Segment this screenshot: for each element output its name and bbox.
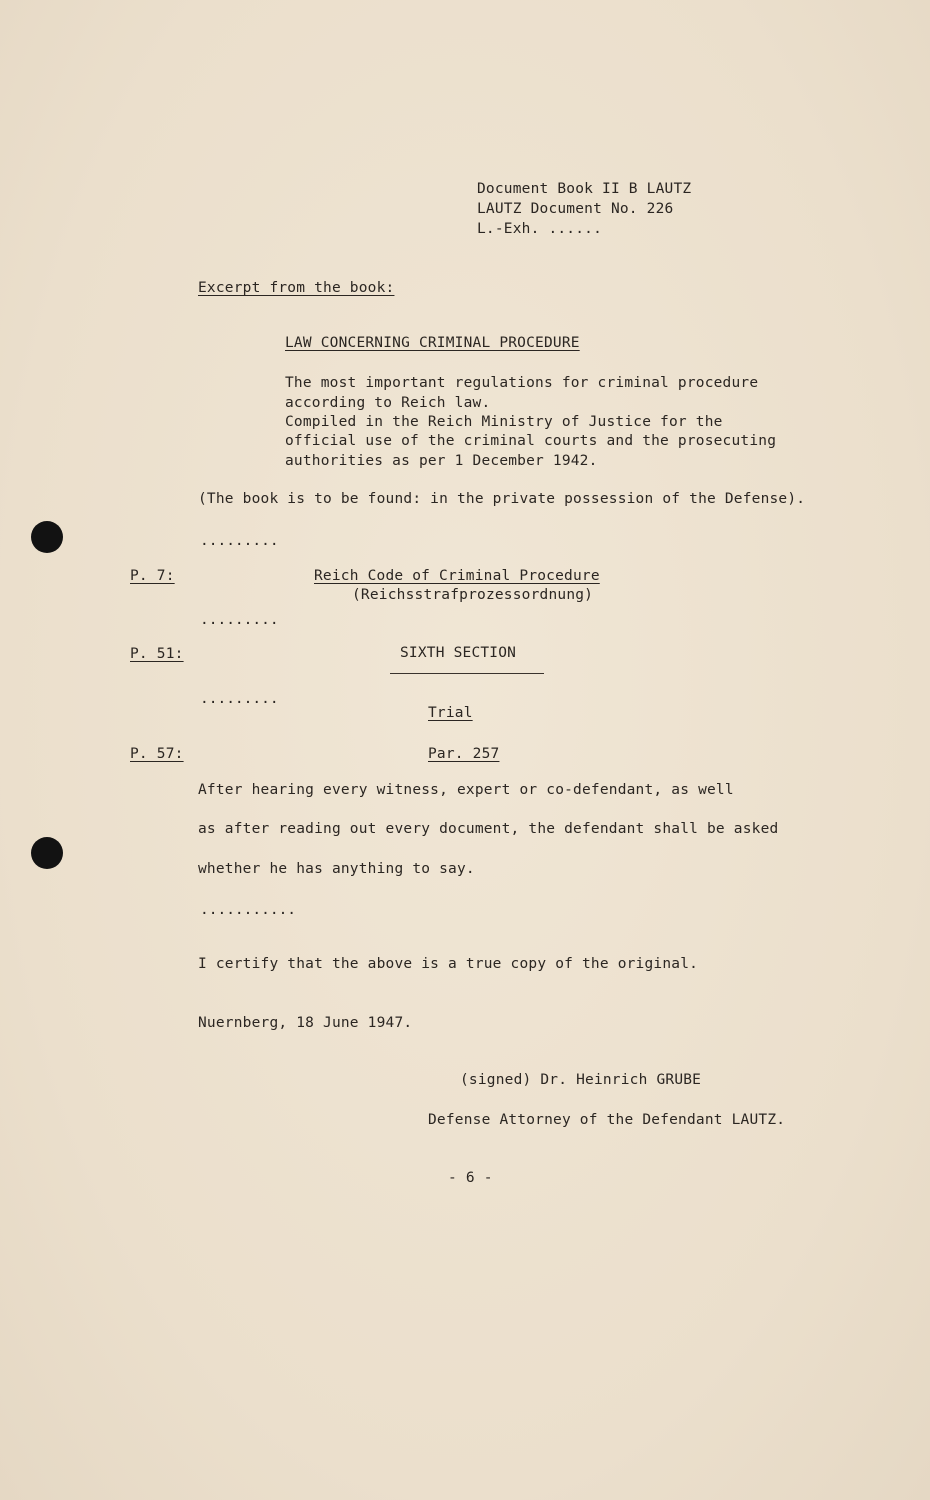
body-line: as after reading out every document, the defendant shall be asked — [198, 821, 779, 837]
location-note: (The book is to be found: in the private possession of the Defense). — [198, 491, 806, 507]
signature-role: Defense Attorney of the Defendant LAUTZ. — [428, 1112, 786, 1128]
page-ref-57: P. 57: — [130, 746, 184, 762]
book-title: LAW CONCERNING CRIMINAL PROCEDURE — [285, 335, 580, 351]
book-desc-line: Compiled in the Reich Ministry of Justice for the — [285, 414, 723, 430]
header-exhibit: L.-Exh. ...... — [477, 221, 603, 237]
ellipsis-separator: ......... — [200, 612, 279, 628]
header-document-number: LAUTZ Document No. 226 — [477, 201, 674, 217]
trial-heading: Trial — [428, 705, 473, 721]
book-desc-line: authorities as per 1 December 1942. — [285, 453, 598, 469]
book-desc-line: official use of the criminal courts and the prosecuting — [285, 433, 777, 449]
excerpt-label: Excerpt from the book: — [198, 280, 395, 296]
code-subtitle: (Reichsstrafprozessordnung) — [352, 587, 594, 603]
punch-hole-bottom — [31, 837, 63, 869]
code-title: Reich Code of Criminal Procedure — [314, 568, 600, 584]
ellipsis-separator: ......... — [200, 691, 279, 707]
punch-hole-top — [31, 521, 63, 553]
page-ref-7: P. 7: — [130, 568, 175, 584]
header-book-line: Document Book II B LAUTZ — [477, 181, 692, 197]
page-ref-51: P. 51: — [130, 646, 184, 662]
certification-statement: I certify that the above is a true copy of the original. — [198, 956, 699, 972]
body-line: After hearing every witness, expert or co-defendant, as well — [198, 782, 734, 798]
signature-line: (signed) Dr. Heinrich GRUBE — [460, 1072, 702, 1088]
book-desc-line: according to Reich law. — [285, 395, 491, 411]
ellipsis-separator: ........... — [200, 902, 297, 918]
paragraph-number: Par. 257 — [428, 746, 500, 762]
page-number: - 6 - — [448, 1170, 493, 1186]
place-and-date: Nuernberg, 18 June 1947. — [198, 1015, 413, 1031]
section-rule — [390, 673, 544, 674]
section-heading: SIXTH SECTION — [400, 645, 517, 661]
body-line: whether he has anything to say. — [198, 861, 475, 877]
book-desc-line: The most important regulations for criminal procedure — [285, 375, 759, 391]
ellipsis-separator: ......... — [200, 533, 279, 549]
